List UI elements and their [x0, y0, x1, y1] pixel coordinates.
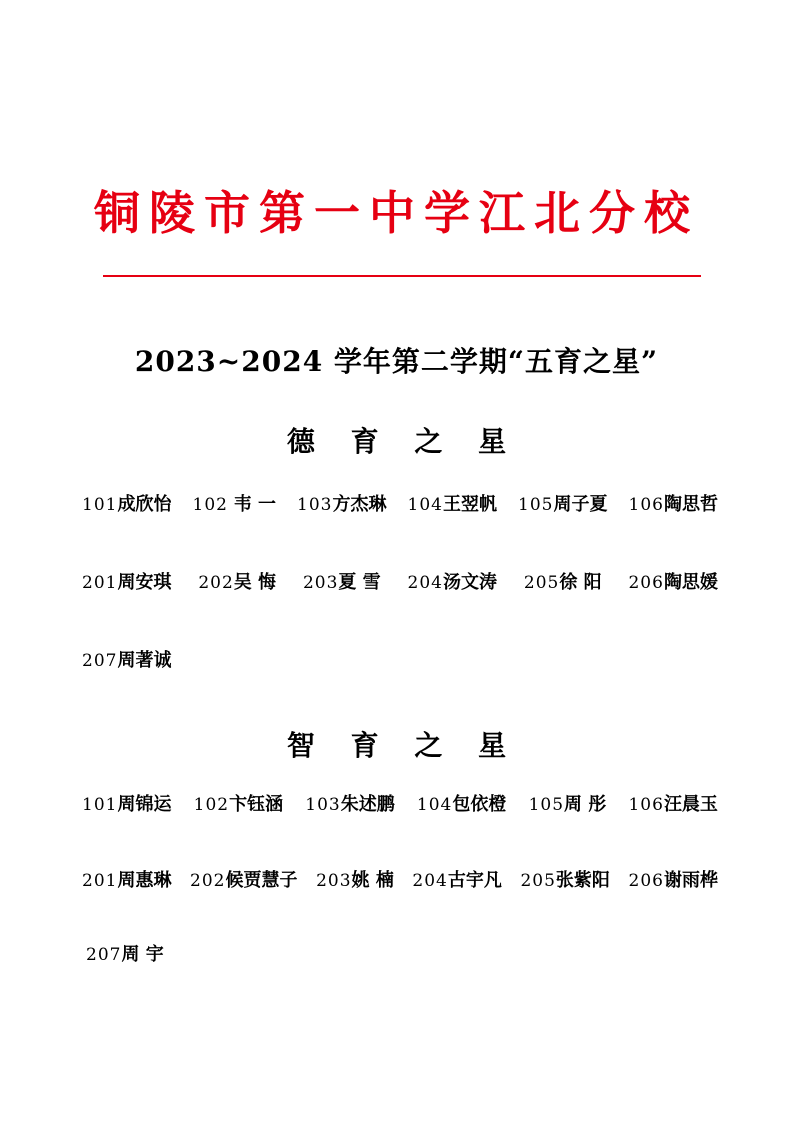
- list-item: [529, 790, 607, 820]
- student-name: 周 宇: [121, 944, 164, 965]
- student-name: 张紫阳: [555, 870, 610, 891]
- school-letterhead: 铜陵市第一中学江北分校: [94, 186, 699, 240]
- list-item: [628, 790, 717, 820]
- student-name: 周子夏: [553, 494, 608, 515]
- class-number: 204: [412, 871, 448, 891]
- class-number: 106: [628, 795, 664, 815]
- list-item: [316, 866, 394, 896]
- student-name: 周安琪: [117, 572, 172, 593]
- student-name: 王翌帆: [442, 494, 497, 515]
- intellectual-row-2: [82, 866, 718, 896]
- moral-row-2: [82, 568, 718, 598]
- class-number: 201: [82, 573, 118, 593]
- list-item: [190, 866, 297, 896]
- class-number: 104: [407, 495, 443, 515]
- list-item: [629, 866, 718, 896]
- letterhead-divider: [103, 275, 701, 277]
- list-item: [303, 568, 381, 598]
- student-name: 方杰琳: [332, 494, 387, 515]
- list-item: [82, 646, 171, 676]
- document-title: 2023~2024 学年第二学期“五育之星”: [134, 345, 659, 378]
- student-name: 包依橙: [452, 794, 507, 815]
- class-number: 101: [82, 795, 118, 815]
- student-name: 成欣怡: [117, 494, 172, 515]
- class-number: 207: [82, 651, 118, 671]
- class-number: 206: [628, 871, 664, 891]
- list-item: [412, 866, 501, 896]
- list-item: [82, 790, 171, 820]
- list-item: [408, 568, 497, 598]
- student-name: 陶思哲: [663, 494, 718, 515]
- student-name: 谢雨桦: [663, 870, 718, 891]
- student-name: 朱述鹏: [340, 794, 395, 815]
- list-item: [194, 790, 283, 820]
- list-item: [629, 490, 718, 520]
- student-name: 夏 雪: [338, 572, 381, 593]
- class-number: 203: [316, 871, 352, 891]
- class-number: 201: [82, 871, 118, 891]
- intellectual-row-1: [82, 790, 718, 820]
- student-name: 姚 楠: [351, 870, 394, 891]
- list-item: [82, 866, 171, 896]
- student-name: 周 彤: [564, 794, 607, 815]
- class-number: 104: [416, 795, 453, 815]
- moral-row-3: [82, 646, 171, 676]
- class-number: 206: [628, 573, 664, 593]
- list-item: [628, 568, 717, 598]
- student-name: 卞钰涵: [229, 794, 284, 815]
- student-name: 陶思媛: [663, 572, 718, 593]
- class-number: 203: [302, 573, 339, 593]
- class-number: 102: [193, 795, 230, 815]
- list-item: [524, 568, 602, 598]
- section-heading-intellectual: 智 育 之 星: [286, 729, 520, 762]
- class-number: 202: [198, 573, 234, 593]
- list-item: [417, 790, 506, 820]
- student-name: 周著诚: [117, 650, 172, 671]
- list-item: [520, 866, 609, 896]
- student-name: 汤文涛: [443, 572, 497, 593]
- student-name: 候贾慧子: [225, 870, 298, 891]
- list-item: [408, 490, 497, 520]
- class-number: 205: [523, 573, 560, 593]
- list-item: [82, 568, 171, 598]
- list-item: [297, 490, 386, 520]
- class-number: 106: [628, 495, 664, 515]
- class-number: 103: [305, 795, 341, 815]
- list-item: [518, 490, 607, 520]
- section-heading-moral: 德 育 之 星: [286, 425, 520, 458]
- student-name: 周惠琳: [117, 870, 172, 891]
- class-number: 204: [407, 573, 443, 593]
- class-number: 207: [86, 945, 122, 965]
- student-name: 周锦运: [117, 794, 172, 815]
- list-item: [82, 490, 171, 520]
- list-item: [305, 790, 394, 820]
- class-number: 101: [82, 495, 118, 515]
- intellectual-row-3: [86, 940, 164, 970]
- list-item: [193, 490, 276, 520]
- student-name: 汪晨玉: [663, 794, 718, 815]
- list-item: [86, 940, 164, 970]
- class-number: 103: [297, 495, 333, 515]
- class-number: 102: [192, 495, 228, 515]
- class-number: 202: [190, 871, 226, 891]
- student-name: 吴 悔: [233, 572, 277, 593]
- student-name: 徐 阳: [559, 572, 602, 593]
- moral-row-1: [82, 490, 718, 520]
- class-number: 105: [518, 495, 554, 515]
- student-name: 韦 一: [233, 494, 276, 515]
- class-number: 205: [520, 871, 556, 891]
- student-name: 古宇凡: [447, 870, 502, 891]
- list-item: [198, 568, 276, 598]
- class-number: 105: [528, 795, 565, 815]
